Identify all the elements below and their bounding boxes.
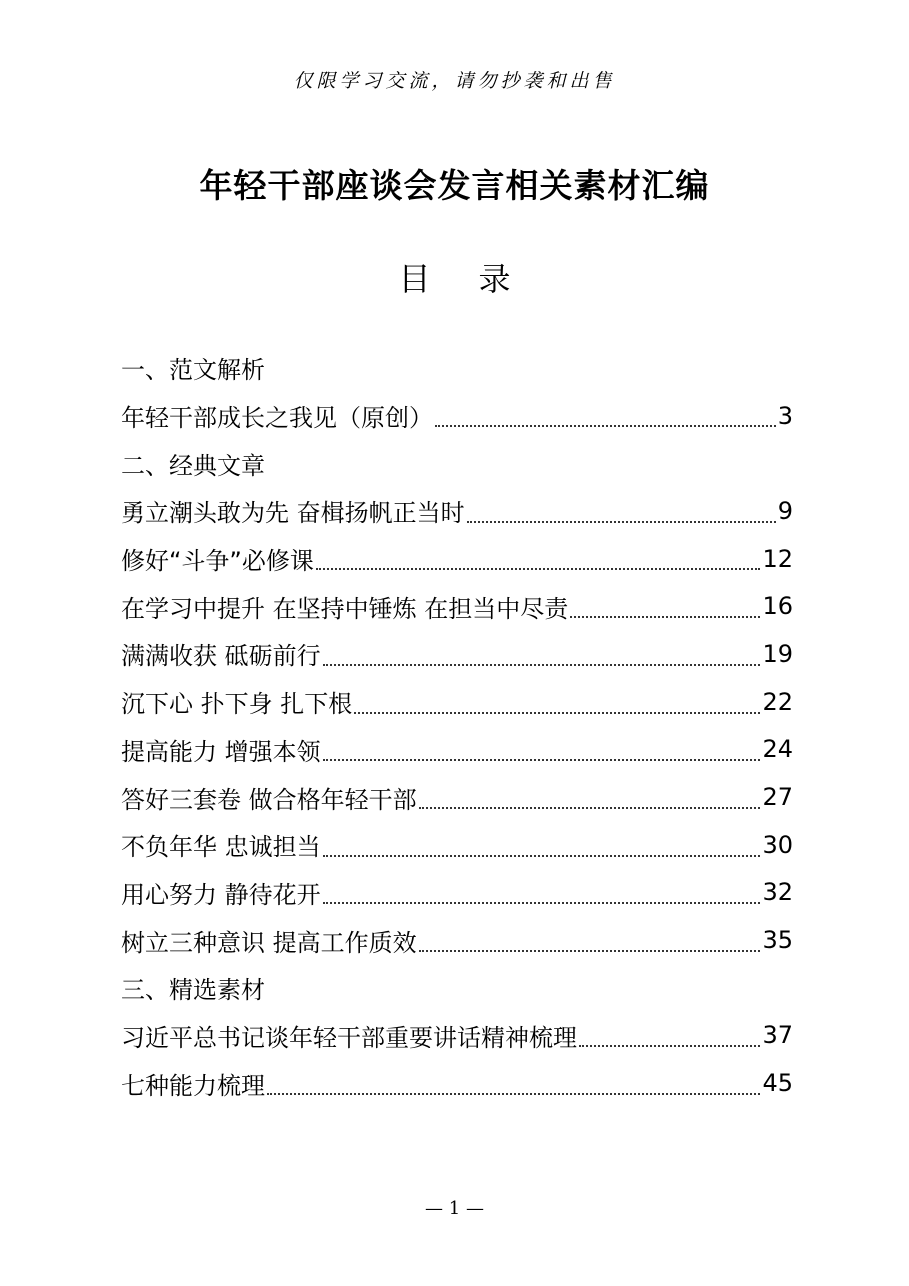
- toc-entry[interactable]: [121, 678, 793, 726]
- header-notice: 仅限学习交流，请勿抄袭和出售: [293, 70, 616, 92]
- toc-entry-page: 37: [762, 1021, 793, 1050]
- toc-section-heading: 一、范文解析: [121, 356, 265, 385]
- toc-entry-page: 30: [762, 830, 793, 859]
- page-number: — 1 —: [425, 1198, 484, 1219]
- toc-entry-title: 沉下心 扑下身 扎下根: [121, 690, 353, 719]
- toc-entry-page: 16: [762, 592, 793, 621]
- toc-entry-title: 在学习中提升 在坚持中锤炼 在担当中尽责: [121, 594, 569, 623]
- toc-entry[interactable]: [121, 392, 793, 440]
- toc-entry[interactable]: [121, 821, 793, 869]
- toc-entry-title: 七种能力梳理: [121, 1071, 265, 1100]
- dot-leader: [435, 425, 776, 427]
- dot-leader: [354, 712, 760, 714]
- toc-entry-page: 9: [777, 496, 793, 525]
- toc-entry-page: 3: [777, 401, 793, 430]
- toc-entry-title: 提高能力 增强本领: [121, 737, 321, 766]
- toc-entry[interactable]: [121, 535, 793, 583]
- toc-entry-page: 19: [762, 639, 793, 668]
- dot-leader: [419, 807, 761, 809]
- table-of-contents: [121, 344, 793, 1107]
- toc-heading: 目录: [398, 260, 559, 298]
- dot-leader: [316, 568, 761, 570]
- dot-leader: [467, 521, 776, 523]
- dot-leader: [579, 1045, 760, 1047]
- toc-entry[interactable]: [121, 726, 793, 774]
- toc-entry-title: 勇立潮头敢为先 奋楫扬帆正当时: [121, 499, 465, 528]
- toc-entry-title: 年轻干部成长之我见（原创）: [121, 404, 433, 433]
- toc-entry[interactable]: [121, 487, 793, 535]
- toc-entry[interactable]: [121, 630, 793, 678]
- toc-entry-title: 用心努力 静待花开: [121, 880, 321, 909]
- toc-entry[interactable]: [121, 773, 793, 821]
- toc-entry-page: 12: [762, 544, 793, 573]
- toc-entry-title: 习近平总书记谈年轻干部重要讲话精神梳理: [121, 1023, 577, 1052]
- toc-entry-page: 27: [762, 783, 793, 812]
- toc-section-heading: 二、经典文章: [121, 451, 265, 480]
- toc-section-heading: 三、精选素材: [121, 976, 265, 1005]
- dot-leader: [267, 1093, 760, 1095]
- toc-entry[interactable]: [121, 1059, 793, 1107]
- toc-entry-page: 45: [762, 1069, 793, 1098]
- dot-leader: [323, 759, 761, 761]
- toc-entry[interactable]: [121, 582, 793, 630]
- dot-leader: [323, 664, 761, 666]
- toc-entry-title: 修好“斗争”必修课: [121, 547, 314, 576]
- toc-entry-page: 22: [762, 687, 793, 716]
- toc-entry-title: 答好三套卷 做合格年轻干部: [121, 785, 417, 814]
- toc-entry[interactable]: [121, 869, 793, 917]
- toc-entry-title: 不负年华 忠诚担当: [121, 833, 321, 862]
- toc-entry[interactable]: [121, 1012, 793, 1060]
- dot-leader: [419, 950, 761, 952]
- toc-entry-title: 树立三种意识 提高工作质效: [121, 928, 417, 957]
- dot-leader: [323, 855, 761, 857]
- toc-entry-page: 32: [762, 878, 793, 907]
- dot-leader: [323, 902, 761, 904]
- toc-entry-title: 满满收获 砥砺前行: [121, 642, 321, 671]
- toc-entry-page: 35: [762, 926, 793, 955]
- document-title: 年轻干部座谈会发言相关素材汇编: [199, 166, 710, 205]
- toc-entry[interactable]: [121, 916, 793, 964]
- dot-leader: [570, 616, 760, 618]
- toc-entry-page: 24: [762, 735, 793, 764]
